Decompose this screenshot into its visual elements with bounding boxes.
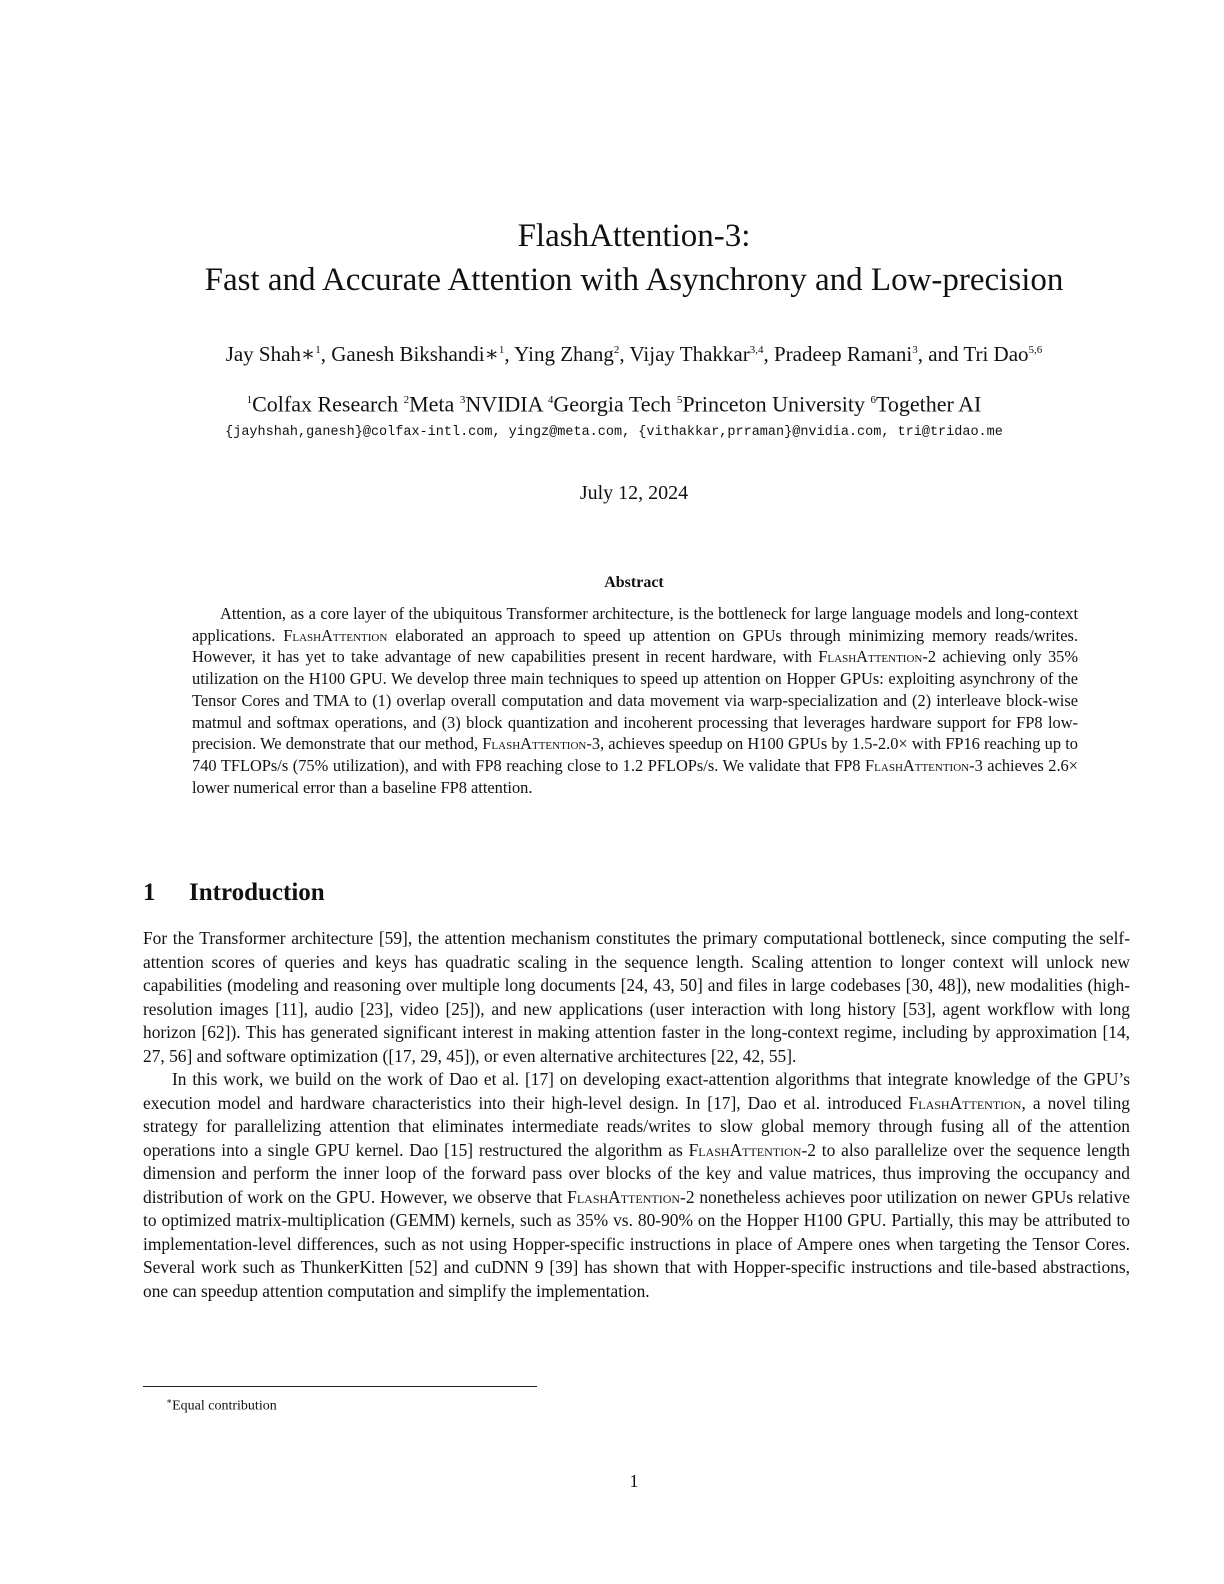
author-name: Jay Shah∗	[225, 342, 316, 366]
author-affiliation-mark: 2	[613, 344, 620, 356]
method-name: FlashAttention	[865, 755, 970, 775]
section-heading	[143, 876, 1043, 910]
affiliation-mark: 4	[547, 394, 554, 406]
method-name: FlashAttention	[688, 1139, 802, 1160]
page-number: 1	[629, 1471, 639, 1491]
method-name: FlashAttention	[908, 1092, 1022, 1113]
affiliation-mark: 3	[459, 394, 466, 406]
author-affiliation-mark: 1	[498, 344, 505, 356]
method-name: FlashAttention	[818, 647, 923, 667]
affiliation-name: Georgia Tech	[553, 391, 677, 417]
author-affiliation-mark: 3	[912, 344, 918, 356]
author-emails: {jayhshah,ganesh}@colfax-intl.com, yingz@meta.com, {vithakkar,prraman}@nvidia.com, tri@tridao.me	[225, 425, 1003, 440]
footnote	[166, 1392, 277, 1416]
author-separator: ,	[504, 342, 515, 366]
text-run: -3 achieves 2.6× lower numerical error than a baseline FP8 attention.	[192, 755, 1078, 797]
author-separator: ,	[619, 342, 630, 366]
footnote-rule	[143, 1386, 537, 1387]
section-body	[143, 927, 1130, 1303]
abstract-body	[192, 603, 1078, 798]
paragraph	[143, 927, 1130, 1068]
affiliation-mark: 1	[246, 394, 253, 406]
author-list	[0, 336, 1224, 368]
footnote-text: Equal contribution	[172, 1398, 277, 1414]
affiliation-mark: 2	[403, 394, 410, 406]
affiliation-mark: 5	[676, 394, 683, 406]
text-run: -3, achieves speedup on H100 GPUs by 1.5-2.0× with FP16 reaching up to 740 TFLOPs/s (75% utilization), and with FP8 reaching close to 1.2 PFLOPs/s. We validate that FP8	[192, 734, 1078, 775]
method-name: FlashAttention	[482, 734, 587, 754]
text-run: -2 nonetheless achieves poor utilization on newer GPUs relative to optimized matrix-multiplication (GEMM) kernels, such as 35% vs. 80-90% on the Hopper H100 GPU. Partially, this may be attributed to implementation-level differences, such as not using Hopper-specific instructions in place of Ampere ones when targeting the Tensor Cores. Several work such as ThunkerKitten [52] and cuDNN 9 [39] has shown that with Hopper-specific instructions and tile-based abstractions, one can speedup attention computation and simplify the implementation.	[143, 1186, 1130, 1301]
title-line-2: Fast and Accurate Attention with Asynchrony and Low-precision	[204, 262, 1064, 298]
affiliation-name: Together AI	[876, 391, 982, 417]
author-name: Vijay Thakkar	[629, 342, 750, 366]
footnote-mark: ∗	[166, 1396, 173, 1406]
text-run: elaborated an approach to speed up attention on GPUs through minimizing memory reads/writes. However, it has yet to take advantage of new capabilities present in recent hardware, with	[192, 625, 1078, 667]
paragraph	[143, 1068, 1130, 1303]
abstract-heading: Abstract	[604, 574, 664, 591]
text-run: In this work, we build on the work of Dao et al. [17] on developing exact-attention algorithms that integrate knowledge of the GPU’s execution model and hardware characteristics into their high-level design. In [17], Dao et al. introduced	[143, 1069, 1130, 1113]
author-name: Pradeep Ramani	[773, 342, 913, 366]
section-number: 1	[143, 879, 156, 906]
text-run: -2 achieving only 35% utilization on the H100 GPU. We develop three main techniques to speed up attention on Hopper GPUs: exploiting asynchrony of the Tensor Cores and TMA to (1) overlap overall computation and data movement via warp-specialization and (2) interleave block-wise matmul and softmax operations, and (3) block quantization and incoherent processing that leverages hardware support for FP8 low-precision. We demonstrate that our method,	[192, 647, 1078, 754]
author-name: Tri Dao	[963, 342, 1029, 366]
affiliation-name: Colfax Research	[252, 391, 404, 417]
author-separator: ,	[320, 342, 332, 366]
author-name: Ganesh Bikshandi∗	[331, 342, 499, 366]
text-run: -2 to also parallelize over the sequence length dimension and perform the inner loop of the forward pass over blocks of the key and value matrices, thus improving the occupancy and distribution of work on the GPU. However, we observe that	[143, 1139, 1130, 1207]
affiliation-name: Meta	[409, 391, 460, 417]
text-run: Attention, as a core layer of the ubiquitous Transformer architecture, is the bottleneck for large language models and long-context applications.	[192, 604, 1078, 645]
publication-date: July 12, 2024	[579, 482, 689, 504]
title-line-1: FlashAttention-3:	[517, 218, 751, 254]
author-name: Ying Zhang	[514, 342, 614, 366]
affiliation-name: NVIDIA	[465, 391, 548, 417]
affiliation-list	[0, 386, 1224, 418]
affiliation-mark: 6	[870, 394, 877, 406]
author-affiliation-mark: 3,4	[749, 344, 764, 356]
author-separator: ,	[763, 342, 774, 366]
text-run: , a novel tiling strategy for parallelizing attention that eliminates intermediate reads/writes to slow global memory through fusing all of the attention operations into a single GPU kernel. Dao [15] restructured the algorithm as	[143, 1092, 1131, 1160]
author-separator: , and	[917, 342, 964, 366]
text-run: For the Transformer architecture [59], the attention mechanism constitutes the primary computational bottleneck, since computing the self-attention scores of queries and keys has quadratic scaling in the sequence length. Scaling attention to longer context will unlock new capabilities (modeling and reasoning over multiple long documents [24, 43, 50] and files in large codebases [30, 48]), new modalities (high-resolution images [11], audio [23], video [25]), and new applications (user interaction with long history [53], agent workflow with long horizon [62]). This has generated significant interest in making attention faster in the long-context regime, including by approximation [14, 27, 56] and software optimization ([17, 29, 45]), or even alternative architectures [22, 42, 55].	[143, 928, 1130, 1066]
section-title: Introduction	[189, 879, 325, 906]
affiliation-name: Princeton University	[682, 391, 871, 417]
paper-title	[0, 214, 1224, 302]
method-name: FlashAttention	[567, 1186, 681, 1207]
method-name: FlashAttention	[283, 625, 388, 645]
author-affiliation-mark: 1	[315, 344, 321, 356]
author-affiliation-mark: 5,6	[1028, 344, 1043, 356]
